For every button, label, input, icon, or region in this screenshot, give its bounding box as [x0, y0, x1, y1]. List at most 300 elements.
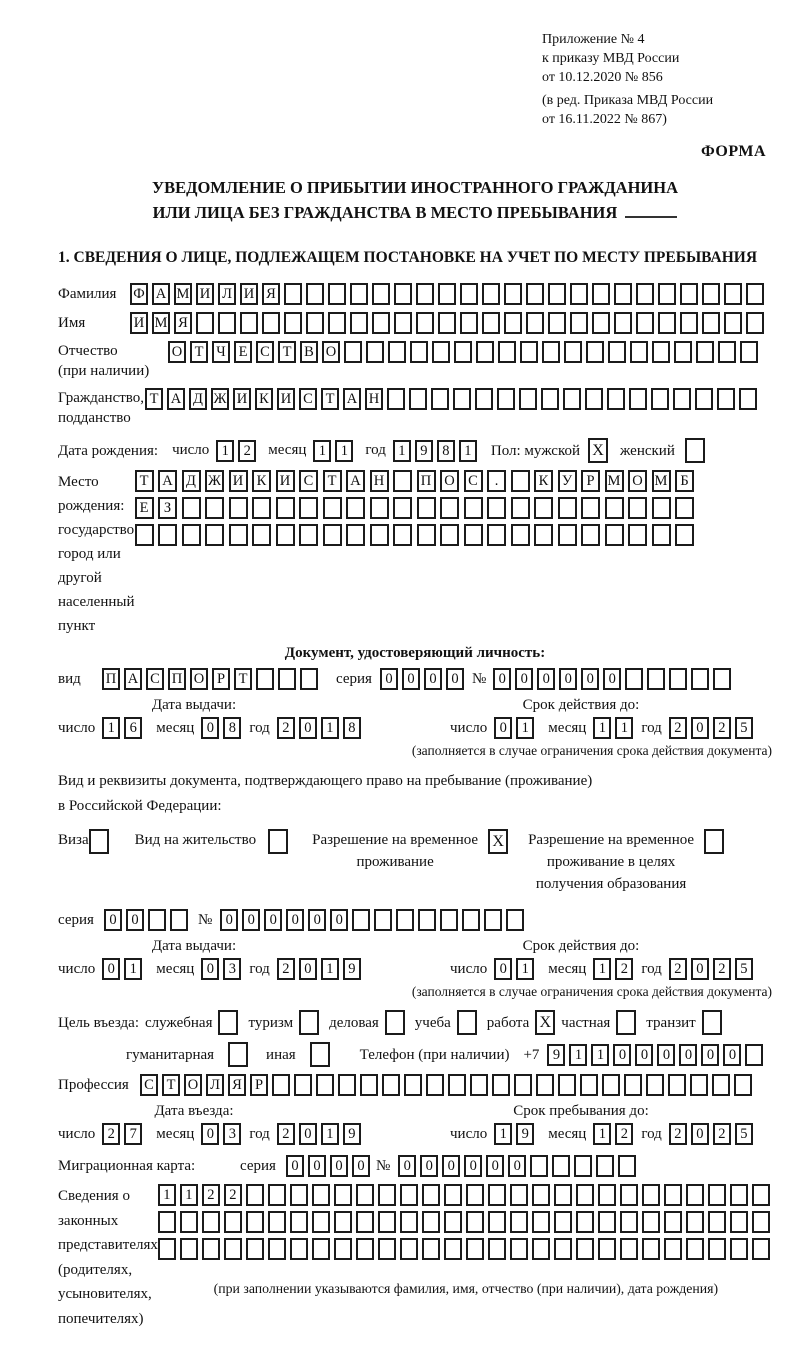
purpose-other-checkbox[interactable] — [310, 1042, 330, 1067]
char-cell[interactable]: 0 — [603, 668, 621, 690]
residence-expiry-day-cells[interactable] — [494, 958, 538, 980]
char-cell[interactable] — [598, 1184, 616, 1206]
char-cell[interactable] — [746, 283, 764, 305]
char-cell[interactable]: 1 — [593, 717, 611, 739]
char-cell[interactable] — [536, 1074, 554, 1096]
residence-issue-month-cells[interactable] — [201, 958, 245, 980]
char-cell[interactable]: 1 — [593, 958, 611, 980]
char-cell[interactable] — [404, 1074, 422, 1096]
char-cell[interactable]: И — [277, 388, 295, 410]
char-cell[interactable] — [558, 524, 577, 546]
char-cell[interactable]: 0 — [442, 1155, 460, 1177]
char-cell[interactable] — [218, 312, 236, 334]
char-cell[interactable]: 0 — [201, 1123, 219, 1145]
char-cell[interactable]: К — [534, 470, 553, 492]
doc-issue-year-cells[interactable] — [277, 717, 365, 739]
char-cell[interactable]: 0 — [220, 909, 238, 931]
char-cell[interactable]: 0 — [299, 717, 317, 739]
char-cell[interactable] — [438, 312, 456, 334]
char-cell[interactable]: 1 — [393, 440, 411, 462]
char-cell[interactable] — [334, 1211, 352, 1233]
char-cell[interactable]: 0 — [515, 668, 533, 690]
char-cell[interactable]: И — [196, 283, 214, 305]
char-cell[interactable]: Я — [228, 1074, 246, 1096]
char-cell[interactable] — [652, 341, 670, 363]
char-cell[interactable] — [370, 524, 389, 546]
char-cell[interactable] — [387, 388, 405, 410]
char-cell[interactable]: 0 — [446, 668, 464, 690]
char-cell[interactable]: 0 — [701, 1044, 719, 1066]
char-cell[interactable] — [702, 312, 720, 334]
char-cell[interactable] — [598, 1211, 616, 1233]
char-cell[interactable] — [598, 1238, 616, 1260]
char-cell[interactable]: Д — [189, 388, 207, 410]
char-cell[interactable]: 0 — [242, 909, 260, 931]
char-cell[interactable] — [356, 1211, 374, 1233]
char-cell[interactable] — [734, 1074, 752, 1096]
char-cell[interactable] — [464, 524, 483, 546]
char-cell[interactable] — [564, 341, 582, 363]
doc-expiry-year-cells[interactable] — [669, 717, 757, 739]
char-cell[interactable] — [664, 1184, 682, 1206]
char-cell[interactable]: 0 — [581, 668, 599, 690]
char-cell[interactable]: 0 — [493, 668, 511, 690]
char-cell[interactable] — [272, 1074, 290, 1096]
char-cell[interactable]: А — [343, 388, 361, 410]
char-cell[interactable] — [460, 312, 478, 334]
char-cell[interactable]: 2 — [238, 440, 256, 462]
char-cell[interactable]: 1 — [459, 440, 477, 462]
birth-place-row1-cells[interactable] — [135, 470, 699, 492]
char-cell[interactable] — [585, 388, 603, 410]
char-cell[interactable]: 0 — [679, 1044, 697, 1066]
char-cell[interactable] — [417, 497, 436, 519]
char-cell[interactable] — [646, 1074, 664, 1096]
char-cell[interactable] — [664, 1211, 682, 1233]
char-cell[interactable] — [224, 1238, 242, 1260]
char-cell[interactable] — [506, 909, 524, 931]
char-cell[interactable] — [170, 909, 188, 931]
char-cell[interactable]: С — [299, 388, 317, 410]
char-cell[interactable] — [374, 909, 392, 931]
char-cell[interactable]: А — [124, 668, 142, 690]
char-cell[interactable] — [602, 1074, 620, 1096]
char-cell[interactable] — [268, 1184, 286, 1206]
char-cell[interactable]: Т — [145, 388, 163, 410]
char-cell[interactable]: С — [299, 470, 318, 492]
char-cell[interactable] — [410, 341, 428, 363]
char-cell[interactable] — [586, 341, 604, 363]
char-cell[interactable] — [532, 1238, 550, 1260]
char-cell[interactable]: 8 — [343, 717, 361, 739]
char-cell[interactable] — [276, 497, 295, 519]
char-cell[interactable] — [476, 341, 494, 363]
char-cell[interactable] — [312, 1238, 330, 1260]
char-cell[interactable]: 1 — [124, 958, 142, 980]
char-cell[interactable] — [730, 1184, 748, 1206]
char-cell[interactable]: В — [300, 341, 318, 363]
char-cell[interactable]: С — [140, 1074, 158, 1096]
char-cell[interactable]: 1 — [216, 440, 234, 462]
char-cell[interactable]: 1 — [158, 1184, 176, 1206]
char-cell[interactable]: 0 — [486, 1155, 504, 1177]
char-cell[interactable]: 2 — [277, 958, 295, 980]
char-cell[interactable]: Ж — [211, 388, 229, 410]
char-cell[interactable] — [400, 1184, 418, 1206]
birth-month-cells[interactable] — [313, 440, 357, 462]
char-cell[interactable] — [581, 524, 600, 546]
char-cell[interactable] — [713, 668, 731, 690]
char-cell[interactable] — [636, 283, 654, 305]
char-cell[interactable]: 5 — [735, 1123, 753, 1145]
char-cell[interactable] — [686, 1184, 704, 1206]
char-cell[interactable] — [510, 1211, 528, 1233]
char-cell[interactable]: 2 — [277, 717, 295, 739]
char-cell[interactable]: А — [152, 283, 170, 305]
char-cell[interactable] — [440, 497, 459, 519]
char-cell[interactable] — [487, 497, 506, 519]
char-cell[interactable]: Т — [162, 1074, 180, 1096]
birth-year-cells[interactable] — [393, 440, 481, 462]
char-cell[interactable]: 0 — [299, 1123, 317, 1145]
char-cell[interactable]: О — [440, 470, 459, 492]
char-cell[interactable] — [393, 470, 412, 492]
char-cell[interactable]: З — [158, 497, 177, 519]
char-cell[interactable] — [680, 312, 698, 334]
char-cell[interactable] — [328, 283, 346, 305]
char-cell[interactable] — [673, 388, 691, 410]
char-cell[interactable] — [252, 497, 271, 519]
char-cell[interactable] — [323, 497, 342, 519]
char-cell[interactable]: 0 — [559, 668, 577, 690]
char-cell[interactable] — [394, 283, 412, 305]
char-cell[interactable] — [628, 497, 647, 519]
char-cell[interactable]: С — [146, 668, 164, 690]
char-cell[interactable] — [511, 497, 530, 519]
char-cell[interactable]: 0 — [104, 909, 122, 931]
char-cell[interactable]: А — [346, 470, 365, 492]
char-cell[interactable] — [580, 1074, 598, 1096]
char-cell[interactable] — [563, 388, 581, 410]
char-cell[interactable] — [417, 524, 436, 546]
char-cell[interactable] — [180, 1211, 198, 1233]
char-cell[interactable] — [182, 524, 201, 546]
char-cell[interactable]: 0 — [691, 958, 709, 980]
citizenship-cells[interactable] — [145, 388, 761, 410]
char-cell[interactable] — [498, 341, 516, 363]
char-cell[interactable] — [530, 1155, 548, 1177]
char-cell[interactable]: 8 — [437, 440, 455, 462]
char-cell[interactable] — [378, 1238, 396, 1260]
char-cell[interactable] — [552, 1155, 570, 1177]
char-cell[interactable] — [576, 1238, 594, 1260]
char-cell[interactable] — [620, 1211, 638, 1233]
char-cell[interactable] — [624, 1074, 642, 1096]
char-cell[interactable]: 0 — [494, 717, 512, 739]
char-cell[interactable]: 3 — [223, 958, 241, 980]
residence-series-cells[interactable] — [104, 909, 192, 931]
char-cell[interactable] — [444, 1211, 462, 1233]
char-cell[interactable]: Н — [370, 470, 389, 492]
char-cell[interactable] — [346, 524, 365, 546]
char-cell[interactable] — [422, 1211, 440, 1233]
char-cell[interactable]: 1 — [591, 1044, 609, 1066]
char-cell[interactable] — [466, 1238, 484, 1260]
char-cell[interactable] — [690, 1074, 708, 1096]
char-cell[interactable] — [360, 1074, 378, 1096]
purpose-humanitarian-checkbox[interactable] — [228, 1042, 248, 1067]
char-cell[interactable] — [306, 283, 324, 305]
char-cell[interactable] — [592, 312, 610, 334]
char-cell[interactable]: 2 — [202, 1184, 220, 1206]
char-cell[interactable]: 1 — [516, 717, 534, 739]
char-cell[interactable]: А — [167, 388, 185, 410]
char-cell[interactable] — [338, 1074, 356, 1096]
char-cell[interactable]: П — [168, 668, 186, 690]
char-cell[interactable] — [628, 524, 647, 546]
char-cell[interactable]: . — [487, 470, 506, 492]
char-cell[interactable] — [548, 283, 566, 305]
char-cell[interactable] — [514, 1074, 532, 1096]
char-cell[interactable]: 0 — [657, 1044, 675, 1066]
char-cell[interactable]: 0 — [723, 1044, 741, 1066]
char-cell[interactable]: Т — [234, 668, 252, 690]
char-cell[interactable] — [431, 388, 449, 410]
char-cell[interactable] — [658, 283, 676, 305]
char-cell[interactable]: М — [152, 312, 170, 334]
char-cell[interactable]: И — [130, 312, 148, 334]
char-cell[interactable] — [740, 341, 758, 363]
char-cell[interactable] — [691, 668, 709, 690]
char-cell[interactable] — [356, 1184, 374, 1206]
char-cell[interactable]: 1 — [102, 717, 120, 739]
char-cell[interactable] — [532, 1211, 550, 1233]
char-cell[interactable] — [224, 1211, 242, 1233]
char-cell[interactable] — [724, 312, 742, 334]
char-cell[interactable] — [669, 668, 687, 690]
char-cell[interactable]: Я — [174, 312, 192, 334]
sex-male-checkbox[interactable]: X — [588, 438, 608, 463]
char-cell[interactable]: 0 — [286, 1155, 304, 1177]
char-cell[interactable] — [625, 668, 643, 690]
char-cell[interactable]: 0 — [402, 668, 420, 690]
char-cell[interactable]: Н — [365, 388, 383, 410]
char-cell[interactable] — [605, 524, 624, 546]
char-cell[interactable] — [504, 312, 522, 334]
char-cell[interactable] — [752, 1211, 770, 1233]
doc-issue-day-cells[interactable] — [102, 717, 146, 739]
migration-series-cells[interactable] — [286, 1155, 374, 1177]
char-cell[interactable] — [334, 1238, 352, 1260]
stay-day-cells[interactable] — [494, 1123, 538, 1145]
char-cell[interactable]: Я — [262, 283, 280, 305]
char-cell[interactable] — [554, 1238, 572, 1260]
char-cell[interactable] — [466, 1184, 484, 1206]
char-cell[interactable] — [686, 1211, 704, 1233]
char-cell[interactable]: 2 — [713, 717, 731, 739]
char-cell[interactable] — [246, 1184, 264, 1206]
char-cell[interactable]: И — [240, 283, 258, 305]
char-cell[interactable]: Л — [206, 1074, 224, 1096]
char-cell[interactable] — [278, 668, 296, 690]
char-cell[interactable]: П — [417, 470, 436, 492]
doc-expiry-month-cells[interactable] — [593, 717, 637, 739]
char-cell[interactable] — [576, 1211, 594, 1233]
purpose-work-checkbox[interactable]: X — [535, 1010, 555, 1035]
char-cell[interactable] — [647, 668, 665, 690]
char-cell[interactable]: 0 — [330, 909, 348, 931]
char-cell[interactable] — [284, 283, 302, 305]
char-cell[interactable] — [596, 1155, 614, 1177]
char-cell[interactable] — [618, 1155, 636, 1177]
char-cell[interactable] — [416, 283, 434, 305]
char-cell[interactable] — [534, 497, 553, 519]
surname-cells[interactable] — [130, 283, 768, 305]
purpose-study-checkbox[interactable] — [457, 1010, 477, 1035]
char-cell[interactable]: 8 — [223, 717, 241, 739]
entry-year-cells[interactable] — [277, 1123, 365, 1145]
representatives-row3-cells[interactable] — [158, 1238, 774, 1260]
char-cell[interactable] — [484, 909, 502, 931]
char-cell[interactable] — [323, 524, 342, 546]
char-cell[interactable] — [393, 524, 412, 546]
char-cell[interactable]: Т — [135, 470, 154, 492]
residence-issue-day-cells[interactable] — [102, 958, 146, 980]
char-cell[interactable]: Ж — [205, 470, 224, 492]
char-cell[interactable] — [328, 312, 346, 334]
char-cell[interactable]: 5 — [735, 958, 753, 980]
char-cell[interactable]: 2 — [669, 717, 687, 739]
char-cell[interactable]: 0 — [102, 958, 120, 980]
char-cell[interactable] — [752, 1238, 770, 1260]
char-cell[interactable] — [418, 909, 436, 931]
char-cell[interactable] — [334, 1184, 352, 1206]
doc-expiry-day-cells[interactable] — [494, 717, 538, 739]
char-cell[interactable] — [504, 283, 522, 305]
entry-day-cells[interactable] — [102, 1123, 146, 1145]
char-cell[interactable] — [696, 341, 714, 363]
temp-permit-checkbox[interactable]: X — [488, 829, 508, 854]
char-cell[interactable] — [708, 1184, 726, 1206]
char-cell[interactable]: 0 — [126, 909, 144, 931]
char-cell[interactable]: 9 — [343, 958, 361, 980]
char-cell[interactable] — [554, 1184, 572, 1206]
char-cell[interactable] — [202, 1238, 220, 1260]
char-cell[interactable]: 0 — [635, 1044, 653, 1066]
char-cell[interactable] — [346, 497, 365, 519]
char-cell[interactable] — [510, 1184, 528, 1206]
char-cell[interactable] — [570, 283, 588, 305]
char-cell[interactable]: 0 — [308, 909, 326, 931]
char-cell[interactable] — [299, 524, 318, 546]
char-cell[interactable]: О — [190, 668, 208, 690]
char-cell[interactable] — [229, 524, 248, 546]
char-cell[interactable] — [454, 341, 472, 363]
char-cell[interactable] — [558, 1074, 576, 1096]
char-cell[interactable] — [135, 524, 154, 546]
char-cell[interactable] — [482, 312, 500, 334]
residence-permit-checkbox[interactable] — [268, 829, 288, 854]
char-cell[interactable] — [268, 1211, 286, 1233]
char-cell[interactable] — [352, 909, 370, 931]
char-cell[interactable]: 0 — [330, 1155, 348, 1177]
char-cell[interactable] — [717, 388, 735, 410]
char-cell[interactable] — [592, 283, 610, 305]
char-cell[interactable]: 0 — [299, 958, 317, 980]
char-cell[interactable]: 1 — [516, 958, 534, 980]
char-cell[interactable] — [554, 1211, 572, 1233]
char-cell[interactable] — [487, 524, 506, 546]
char-cell[interactable] — [158, 1238, 176, 1260]
char-cell[interactable]: 0 — [424, 668, 442, 690]
purpose-private-checkbox[interactable] — [616, 1010, 636, 1035]
char-cell[interactable] — [350, 312, 368, 334]
char-cell[interactable] — [718, 341, 736, 363]
char-cell[interactable] — [534, 524, 553, 546]
char-cell[interactable]: К — [255, 388, 273, 410]
char-cell[interactable]: Л — [218, 283, 236, 305]
char-cell[interactable] — [492, 1074, 510, 1096]
char-cell[interactable]: 0 — [420, 1155, 438, 1177]
char-cell[interactable] — [511, 524, 530, 546]
stay-month-cells[interactable] — [593, 1123, 637, 1145]
char-cell[interactable]: 2 — [669, 958, 687, 980]
char-cell[interactable]: О — [628, 470, 647, 492]
char-cell[interactable] — [393, 497, 412, 519]
char-cell[interactable]: 0 — [201, 717, 219, 739]
birth-place-row3-cells[interactable] — [135, 524, 699, 546]
char-cell[interactable]: М — [174, 283, 192, 305]
char-cell[interactable] — [196, 312, 214, 334]
char-cell[interactable] — [205, 524, 224, 546]
char-cell[interactable]: О — [322, 341, 340, 363]
char-cell[interactable] — [284, 312, 302, 334]
char-cell[interactable]: 1 — [180, 1184, 198, 1206]
birth-place-row2-cells[interactable] — [135, 497, 699, 519]
char-cell[interactable] — [366, 341, 384, 363]
char-cell[interactable] — [312, 1211, 330, 1233]
char-cell[interactable]: С — [256, 341, 274, 363]
char-cell[interactable] — [652, 524, 671, 546]
visa-checkbox[interactable] — [89, 829, 109, 854]
residence-number-cells[interactable] — [220, 909, 528, 931]
char-cell[interactable] — [416, 312, 434, 334]
purpose-tourism-checkbox[interactable] — [299, 1010, 319, 1035]
char-cell[interactable]: 0 — [691, 717, 709, 739]
residence-expiry-month-cells[interactable] — [593, 958, 637, 980]
char-cell[interactable]: 6 — [124, 717, 142, 739]
char-cell[interactable]: 1 — [321, 958, 339, 980]
char-cell[interactable] — [462, 909, 480, 931]
char-cell[interactable]: Т — [323, 470, 342, 492]
char-cell[interactable] — [680, 283, 698, 305]
sex-female-checkbox[interactable] — [685, 438, 705, 463]
char-cell[interactable] — [675, 497, 694, 519]
doc-number-cells[interactable] — [493, 668, 735, 690]
char-cell[interactable]: О — [184, 1074, 202, 1096]
char-cell[interactable]: 1 — [321, 717, 339, 739]
char-cell[interactable] — [695, 388, 713, 410]
char-cell[interactable] — [542, 341, 560, 363]
char-cell[interactable] — [558, 497, 577, 519]
char-cell[interactable] — [651, 388, 669, 410]
char-cell[interactable] — [382, 1074, 400, 1096]
char-cell[interactable]: 0 — [494, 958, 512, 980]
char-cell[interactable] — [475, 388, 493, 410]
char-cell[interactable] — [252, 524, 271, 546]
char-cell[interactable] — [541, 388, 559, 410]
char-cell[interactable] — [312, 1184, 330, 1206]
